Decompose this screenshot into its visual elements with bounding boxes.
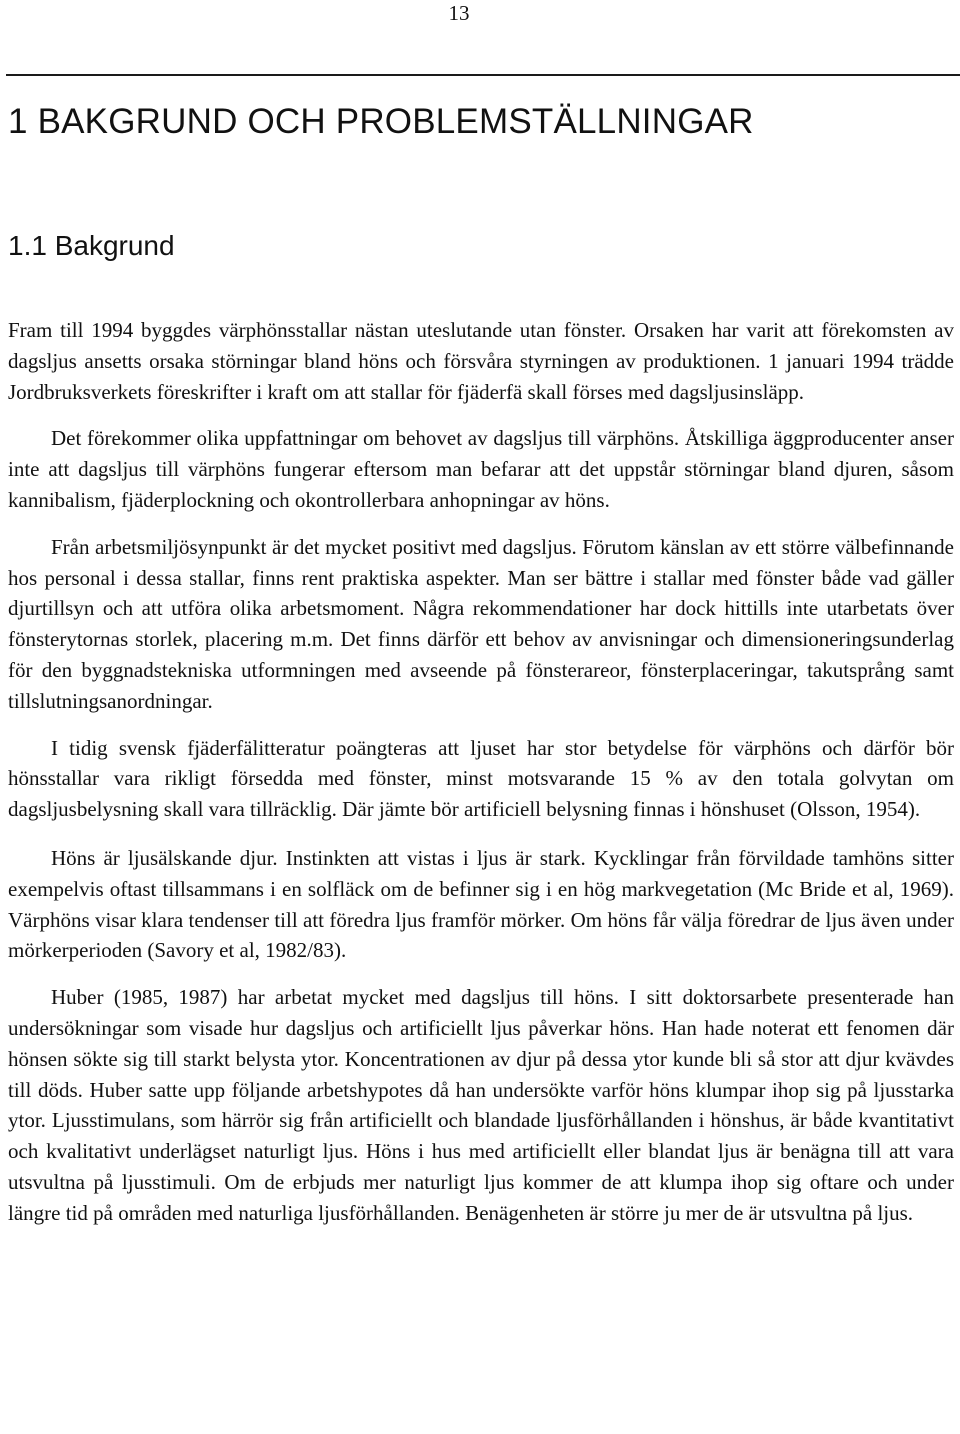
- paragraph: Fram till 1994 byggdes värphönsstallar nästan uteslutande utan fönster. Orsaken har varit att förekomsten av dagsljus ansetts orsaka störningar bland höns och försvåra styrningen av produktionen. 1 januari 1994 trädde Jordbruksverkets föreskrifter i kraft om att stallar för fjäderfä skall förses med dagsljusinsläpp.: [8, 318, 954, 404]
- section-title: 1.1 Bakgrund: [8, 230, 175, 261]
- body-text: [8, 315, 954, 1245]
- header-rule: [6, 74, 960, 76]
- paragraph: Från arbetsmiljösynpunkt är det mycket positivt med dagsljus. Förutom känslan av ett större välbefinnande hos personal i dessa stallar, finns rent praktiska aspekter. Man ser bättre i stallar med fönster både vad gäller djurtillsyn och att utföra olika arbetsmoment. Några rekommendationer har dock hittills inte utarbetats över fönsterytornas storlek, placering m.m. Det finns därför ett behov av anvisningar och dimensioneringsunderlag för den byggnadstekniska utformningen med avseende på fönsterareor, fönsterplaceringar, takutsprång samt tillslutningsanordningar.: [8, 534, 954, 713]
- page-number: 13: [448, 1, 470, 25]
- chapter-title: 1 BAKGRUND OCH PROBLEMSTÄLLNINGAR: [8, 102, 754, 141]
- paragraph: I tidig svensk fjäderfälitteratur poängteras att ljuset har stor betydelse för värphöns och därför bör hönsstallar vara rikligt försedda med fönster, minst motsvarande 15 % av den totala golvytan om dagsljusbelysning skall vara tillräcklig. Där jämte bör artificiell belysning finnas i hönshuset (Olsson, 1954).: [8, 735, 954, 822]
- paragraph: Höns är ljusälskande djur. Instinkten att vistas i ljus är stark. Kycklingar från förvildade tamhöns sitter exempelvis oftast tillsammans i en solfläck om de befinner sig i en hög markvegetation (Mc Bride et al, 1969). Värphöns visar klara tendenser till att föredra ljus framför mörker. Om höns får välja föredrar de ljus även under mörkerperioden (Savory et al, 1982/83).: [8, 845, 954, 963]
- paragraph: Det förekommer olika uppfattningar om behovet av dagsljus till värphöns. Åtskilliga äggproducenter anser inte att dagsljus till värphöns fungerar eftersom man befarar att det uppstår störningar bland djuren, såsom kannibalism, fjäderplockning och okontrollerbara anhopningar av höns.: [8, 426, 954, 512]
- paragraph: Huber (1985, 1987) har arbetat mycket med dagsljus till höns. I sitt doktorsarbete presenterade han undersökningar som visade hur dagsljus och artificiellt ljus påverkar höns. Han hade noterat ett fenomen där hönsen sökte sig till starkt belysta ytor. Koncentrationen av djur på dessa ytor kunde bli så stor att djur kvävdes till döds. Huber satte upp följande arbetshypotes då han undersökte varför höns klumpar ihop sig på ljusstarka ytor. Ljusstimulans, som härrör sig från artificiellt och blandade ljusförhållanden i hönshus, är både kvantitativt och kvalitativt underlägset naturligt ljus. Höns i hus med artificiellt eller blandat ljus är benägna till att vara utsvultna på ljusstimuli. Om de erbjuds mer naturligt ljus kommer de att klumpa ihop sig oftare och under längre tid på områden med naturliga ljusförhållanden. Benägenheten är större ju mer de är utsvultna på ljus.: [8, 985, 954, 1225]
